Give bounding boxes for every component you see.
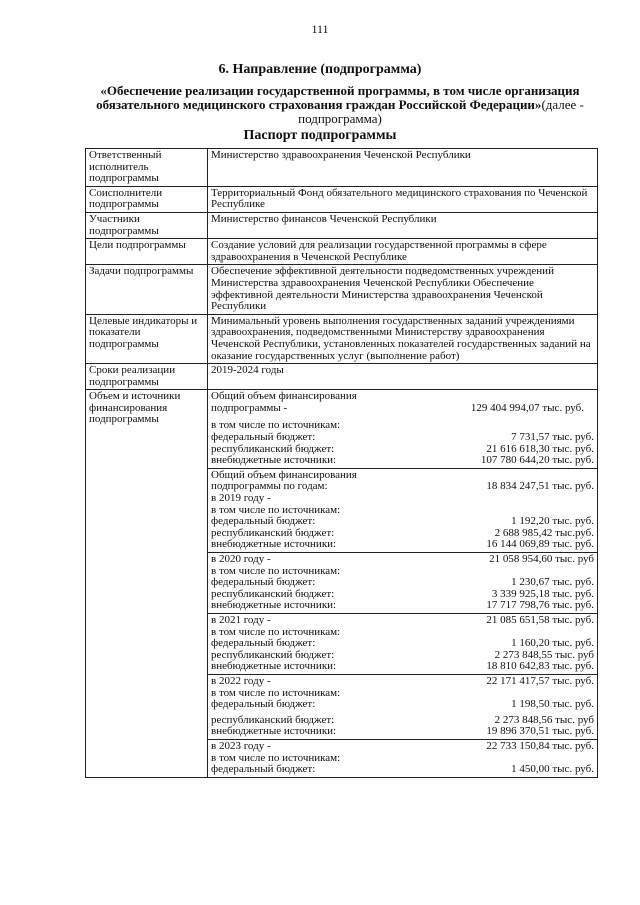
year-rep-value: 2 273 848,55 тыс. руб xyxy=(494,648,594,661)
page-number: 111 xyxy=(311,22,329,36)
row-label: Участники подпрограммы xyxy=(86,212,208,238)
year-fed-value: 1 230,67 тыс. руб. xyxy=(511,576,594,589)
rep-label: республиканский бюджет: xyxy=(211,442,335,455)
row-value: Министерство здравоохранения Чеченской Республики xyxy=(208,149,598,187)
fed-label: федеральный бюджет: xyxy=(211,431,316,444)
year-rep-label: республиканский бюджет: xyxy=(211,587,335,600)
row-label: Ответственный исполнитель подпрограммы xyxy=(86,149,208,187)
year-sources-label: в том числе по источникам: xyxy=(211,751,341,764)
rep-value: 21 616 618,30 тыс. руб. xyxy=(486,442,594,455)
row-value: Минимальный уровень выполнения государственных заданий учреждениями здравоохранения, подведомственными Министерству здравоохранения Чеченской Республики, установленных показателей государственных заданий на оказание государственных услуг (выполнение работ) xyxy=(208,314,598,363)
year-label: в 2020 году - xyxy=(211,553,271,565)
year-sources-label: в том числе по источникам: xyxy=(211,564,341,577)
year-ext-value: 19 896 370,51 тыс. руб. xyxy=(486,725,594,738)
total-value: 129 404 994,07 тыс. руб. xyxy=(470,401,584,414)
year-label: в 2019 году - xyxy=(211,492,271,505)
by-years-label-2: подпрограммы по годам: xyxy=(211,480,328,493)
table-row xyxy=(86,364,598,390)
subprogram-title-rest: (далее - подпрограмма) xyxy=(298,97,584,126)
fed-value: 7 731,57 тыс. руб. xyxy=(511,431,594,444)
year-ext-value: 16 144 069,89 тыс. руб. xyxy=(486,538,594,551)
passport-table xyxy=(85,148,598,778)
finance-year-block xyxy=(208,553,597,614)
year-fed-value: 1 198,50 тыс. руб. xyxy=(511,698,594,711)
finance-year-block xyxy=(208,614,597,675)
by-years-value: 18 834 247,51 тыс. руб. xyxy=(486,480,594,493)
sources-label: в том числе по источникам: xyxy=(211,419,341,432)
year-fed-label: федеральный бюджет: xyxy=(211,763,316,776)
year-ext-label: внебюджетные источники: xyxy=(211,538,337,551)
subprogram-title xyxy=(90,84,590,126)
year-ext-label: внебюджетные источники: xyxy=(211,599,337,612)
total-label-2: подпрограммы - xyxy=(211,401,288,414)
row-value: 2019-2024 годы xyxy=(208,364,598,390)
row-label: Соисполнители подпрограммы xyxy=(86,186,208,212)
finance-row xyxy=(86,390,598,777)
year-rep-value: 2 273 848,56 тыс. руб xyxy=(494,713,594,726)
finance-year-block xyxy=(208,675,597,740)
section-title: 6. Направление (подпрограмма) xyxy=(218,62,422,77)
ext-label: внебюджетные источники: xyxy=(211,454,337,467)
year-sources-label: в том числе по источникам: xyxy=(211,503,341,516)
finance-year-block xyxy=(208,469,597,553)
table-row xyxy=(86,265,598,314)
year-rep-label: республиканский бюджет: xyxy=(211,648,335,661)
row-value: Министерство финансов Чеченской Республики xyxy=(208,212,598,238)
row-value: Территориальный Фонд обязательного медицинского страхования по Чеченской Республике xyxy=(208,186,598,212)
year-rep-label: республиканский бюджет: xyxy=(211,713,335,726)
year-total: 21 085 651,58 тыс. руб. xyxy=(486,613,594,626)
year-label: в 2022 году - xyxy=(211,674,271,687)
year-fed-value: 1 160,20 тыс. руб. xyxy=(511,637,594,650)
year-fed-value: 1 450,00 тыс. руб. xyxy=(511,763,594,776)
passport-title: Паспорт подпрограммы xyxy=(243,128,397,143)
year-ext-label: внебюджетные источники: xyxy=(211,725,337,738)
year-fed-label: федеральный бюджет: xyxy=(211,576,316,589)
ext-value: 107 780 644,20 тыс. руб. xyxy=(480,454,594,467)
year-total: 22 171 417,57 тыс. руб. xyxy=(486,674,594,687)
table-row xyxy=(86,239,598,265)
table-row xyxy=(86,149,598,187)
year-ext-value: 18 810 642,83 тыс. руб. xyxy=(486,660,594,673)
year-ext-label: внебюджетные источники: xyxy=(211,660,337,673)
row-value: Обеспечение эффективной деятельности подведомственных учреждений Министерства здравоохранения Чеченской Республики Обеспечение эффективной деятельности Министерства здравоохранения Чеченской Республики xyxy=(208,265,598,314)
year-rep-label: республиканский бюджет: xyxy=(211,526,335,539)
year-rep-value: 3 339 925,18 тыс. руб. xyxy=(491,587,594,600)
finance-total-block xyxy=(208,390,597,469)
finance-year-block xyxy=(208,740,597,777)
row-value: Создание условий для реализации государственной программы в сфере здравоохранения в Чеченской Республике xyxy=(208,239,598,265)
row-label: Цели подпрограммы xyxy=(86,239,208,265)
by-years-label-1: Общий объем финансирования xyxy=(211,468,357,481)
year-fed-label: федеральный бюджет: xyxy=(211,698,316,711)
year-fed-label: федеральный бюджет: xyxy=(211,637,316,650)
year-sources-label: в том числе по источникам: xyxy=(211,686,341,699)
table-row xyxy=(86,212,598,238)
year-sources-label: в том числе по источникам: xyxy=(211,625,341,638)
total-label-1: Общий объем финансирования xyxy=(211,390,357,403)
year-ext-value: 17 717 798,76 тыс. руб. xyxy=(486,599,594,612)
finance-cell xyxy=(208,390,598,777)
row-label: Сроки реализации подпрограммы xyxy=(86,364,208,390)
year-total: 21 058 954,60 тыс. руб xyxy=(489,553,594,565)
row-label: Задачи подпрограммы xyxy=(86,265,208,314)
table-row xyxy=(86,314,598,363)
year-rep-value: 2 688 985,42 тыс.руб. xyxy=(494,526,594,539)
table-row xyxy=(86,186,598,212)
year-label: в 2021 году - xyxy=(211,613,271,626)
year-label: в 2023 году - xyxy=(211,739,271,752)
year-total: 22 733 150,84 тыс. руб. xyxy=(486,739,594,752)
finance-label: Объем и источники финансирования подпрограммы xyxy=(86,390,208,777)
year-fed-label: федеральный бюджет: xyxy=(211,515,316,528)
year-fed-value: 1 192,20 тыс. руб. xyxy=(511,515,594,528)
row-label: Целевые индикаторы и показатели подпрограммы xyxy=(86,314,208,363)
subprogram-title-bold: «Обеспечение реализации государственной программы, в том числе организация обязательного медицинского страхования граждан Российской Федерации» xyxy=(96,83,580,112)
